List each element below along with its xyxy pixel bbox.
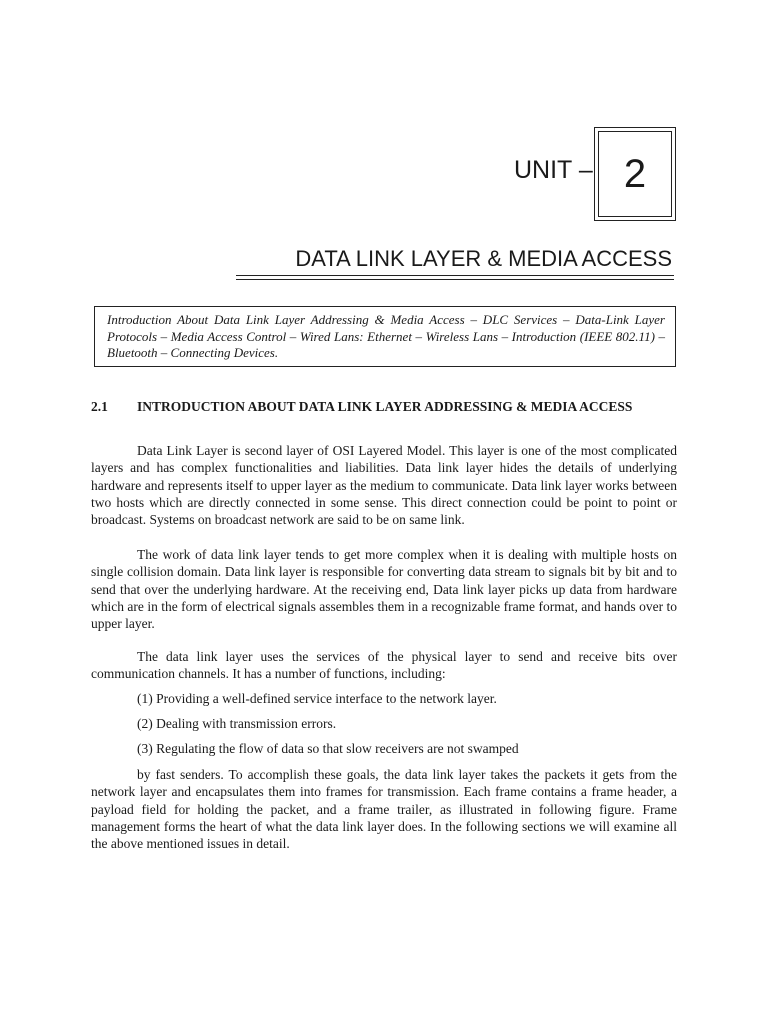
title-rule <box>236 275 674 276</box>
list-item: (3) Regulating the flow of data so that slow receivers are not swamped <box>137 741 519 756</box>
unit-label: UNIT – <box>514 156 593 184</box>
paragraph-1: Data Link Layer is second layer of OSI Layered Model. This layer is one of the most complicated layers and has complex functionalities and liabilities. Data link layer hides the details of underlying hardware and represents itself to upper layer as the medium to communicate. Data link layer works between two hosts which are directly connected in some sense. This direct connection could be point to point or broadcast. Systems on broadcast network are said to be on same link. <box>91 443 677 528</box>
list-item: (2) Dealing with transmission errors. <box>137 716 337 731</box>
list-item: (1) Providing a well-defined service interface to the network layer. <box>137 691 497 706</box>
title-rule <box>236 279 674 280</box>
section-number: 2.1 <box>91 399 108 414</box>
section-heading <box>91 398 681 415</box>
chapter-title: DATA LINK LAYER & MEDIA ACCESS <box>295 246 672 271</box>
paragraph-continuation: by fast senders. To accomplish these goals, the data link layer takes the packets it gets from the network layer and encapsulates them into frames for transmission. Each frame contains a frame header, a payload field for holding the packet, and a frame trailer, as illustrated in following figure. Frame management forms the heart of what the data link layer does. In the following sections we will examine all the above mentioned issues in detail. <box>91 767 677 852</box>
paragraph-3: The data link layer uses the services of the physical layer to send and receive bits over communication channels. It has a number of functions, including: <box>91 649 677 682</box>
paragraph-2: The work of data link layer tends to get more complex when it is dealing with multiple hosts on single collision domain. Data link layer is responsible for converting data stream to signals bit by bit and to send that over the underlying hardware. At the receiving end, Data link layer picks up data from hardware which are in the form of electrical signals assembles them in a recognizable frame format, and hands over to upper layer. <box>91 547 677 632</box>
unit-number: 2 <box>598 131 672 217</box>
section-title: INTRODUCTION ABOUT DATA LINK LAYER ADDRESSING & MEDIA ACCESS <box>137 399 633 414</box>
chapter-contents-box: Introduction About Data Link Layer Addressing & Media Access – DLC Services – Data-Link Layer Protocols – Media Access Control – Wired Lans: Ethernet – Wireless Lans – Introduction (IEEE 802.11) – Bluetooth – Connecting Devices. <box>94 306 676 367</box>
